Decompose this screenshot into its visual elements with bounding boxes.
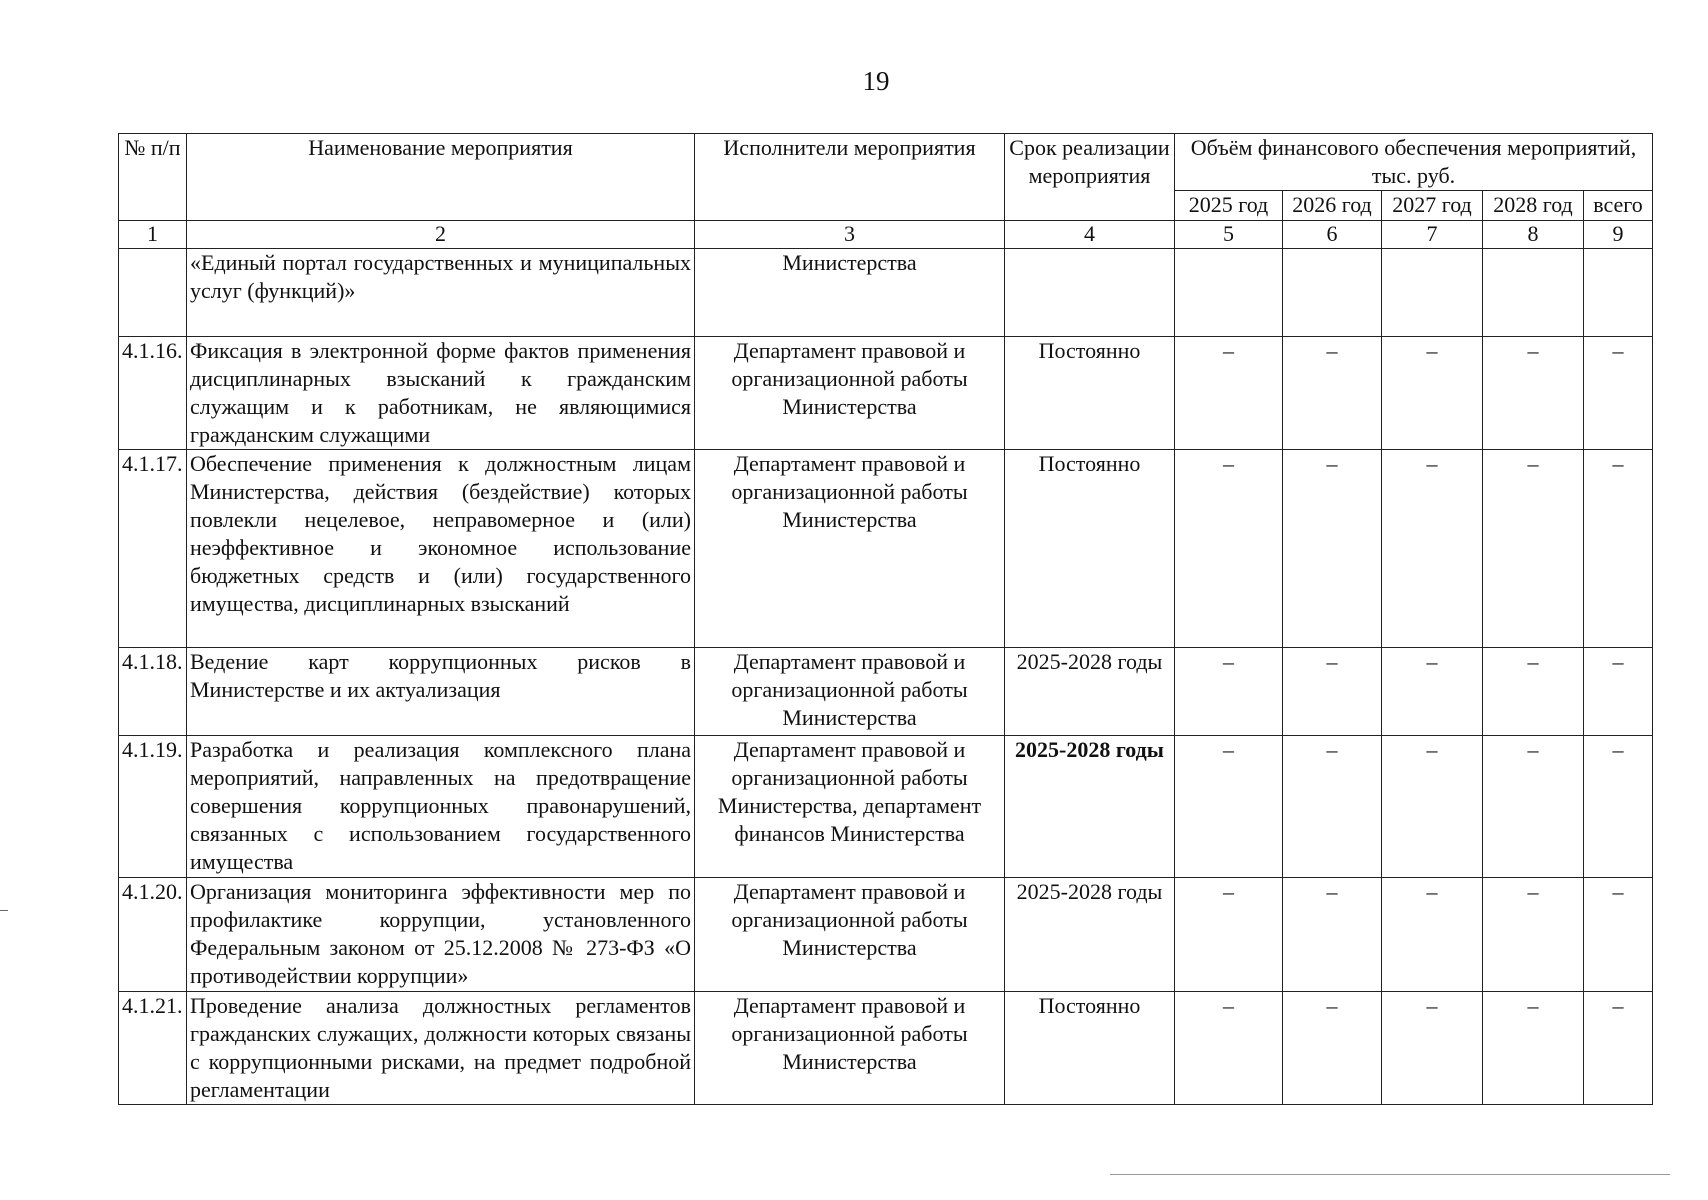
table-row [119, 878, 1653, 992]
header-year-2026: 2026 год [1283, 191, 1382, 221]
funding-2025: – [1175, 648, 1283, 736]
measure-executors: Департамент правовой и организационной работы Министерства [695, 648, 1005, 736]
measure-name: Проведение анализа должностных регламентов гражданских служащих, должности которых связаны с коррупционными рисками, на предмет подробной регламентации [187, 992, 695, 1105]
funding-2026: – [1283, 648, 1382, 736]
funding-2026 [1283, 249, 1382, 337]
header-year-2028: 2028 год [1483, 191, 1584, 221]
measures-table [118, 133, 1653, 1105]
funding-2028: – [1483, 337, 1584, 450]
funding-2027: – [1382, 992, 1483, 1105]
measure-term: Постоянно [1005, 337, 1175, 450]
funding-total: – [1584, 878, 1653, 992]
row-number [119, 249, 187, 337]
measure-name: Ведение карт коррупционных рисков в Министерстве и их актуализация [187, 648, 695, 736]
header-total: всего [1584, 191, 1653, 221]
measure-term: 2025-2028 годы [1005, 736, 1175, 878]
row-number: 4.1.18. [119, 648, 187, 736]
funding-2028: – [1483, 648, 1584, 736]
header-name: Наименование мероприятия [187, 134, 695, 221]
funding-2027: – [1382, 878, 1483, 992]
funding-total: – [1584, 337, 1653, 450]
funding-2027: – [1382, 450, 1483, 648]
funding-2026: – [1283, 337, 1382, 450]
funding-2025: – [1175, 878, 1283, 992]
scan-bottom-line [1110, 1174, 1670, 1175]
funding-2028: – [1483, 878, 1584, 992]
header-year-2025: 2025 год [1175, 191, 1283, 221]
funding-2025: – [1175, 450, 1283, 648]
header-year-2027: 2027 год [1382, 191, 1483, 221]
funding-total: – [1584, 992, 1653, 1105]
header-executors: Исполнители мероприятия [695, 134, 1005, 221]
table-row [119, 450, 1653, 648]
measure-term: 2025-2028 годы [1005, 648, 1175, 736]
row-number: 4.1.17. [119, 450, 187, 648]
table-row [119, 249, 1653, 337]
table-row [119, 736, 1653, 878]
measure-name: Обеспечение применения к должностным лицам Министерства, действия (бездействие) которых повлекли нецелевое, неправомерное и (или) неэффективное и экономное использование бюджетных средств и (или) государственного имущества, дисциплинарных взысканий [187, 450, 695, 648]
measure-executors: Департамент правовой и организационной работы Министерства [695, 450, 1005, 648]
funding-2027: – [1382, 736, 1483, 878]
table-header [119, 134, 1653, 249]
table-body [119, 249, 1653, 1105]
header-funding: Объём финансового обеспечения мероприятий, тыс. руб. [1175, 134, 1653, 191]
column-index: 1 [119, 221, 187, 249]
funding-2025: – [1175, 337, 1283, 450]
funding-2027: – [1382, 648, 1483, 736]
column-index: 8 [1483, 221, 1584, 249]
row-number: 4.1.21. [119, 992, 187, 1105]
table-row [119, 337, 1653, 450]
column-index: 7 [1382, 221, 1483, 249]
row-number: 4.1.16. [119, 337, 187, 450]
column-index: 9 [1584, 221, 1653, 249]
column-index: 5 [1175, 221, 1283, 249]
funding-2026: – [1283, 450, 1382, 648]
funding-2028: – [1483, 450, 1584, 648]
header-term: Срок реализации мероприятия [1005, 134, 1175, 221]
measure-term [1005, 249, 1175, 337]
measure-executors: Департамент правовой и организационной работы Министерства [695, 992, 1005, 1105]
funding-2026: – [1283, 878, 1382, 992]
measure-term: Постоянно [1005, 992, 1175, 1105]
row-number: 4.1.19. [119, 736, 187, 878]
funding-2028: – [1483, 736, 1584, 878]
column-index: 3 [695, 221, 1005, 249]
column-index: 6 [1283, 221, 1382, 249]
page-number: 19 [862, 66, 890, 96]
funding-2028: – [1483, 992, 1584, 1105]
funding-2025: – [1175, 736, 1283, 878]
row-number: 4.1.20. [119, 878, 187, 992]
measure-executors: Департамент правовой и организационной работы Министерства [695, 337, 1005, 450]
funding-total: – [1584, 648, 1653, 736]
table-row [119, 992, 1653, 1105]
funding-2027: – [1382, 337, 1483, 450]
funding-total: – [1584, 736, 1653, 878]
measure-executors: Департамент правовой и организационной работы Министерства, департамент финансов Министерства [695, 736, 1005, 878]
column-index-row [119, 221, 1653, 249]
scan-margin-mark [0, 910, 8, 911]
funding-2026: – [1283, 736, 1382, 878]
column-index: 4 [1005, 221, 1175, 249]
measure-executors: Министерства [695, 249, 1005, 337]
measure-term: Постоянно [1005, 450, 1175, 648]
funding-2027 [1382, 249, 1483, 337]
measure-executors: Департамент правовой и организационной работы Министерства [695, 878, 1005, 992]
header-num: № п/п [119, 134, 187, 221]
funding-total: – [1584, 450, 1653, 648]
funding-2025: – [1175, 992, 1283, 1105]
measure-name: Фиксация в электронной форме фактов применения дисциплинарных взысканий к гражданским служащим и к работникам, не являющимися гражданским служащими [187, 337, 695, 450]
funding-2025 [1175, 249, 1283, 337]
table-row [119, 648, 1653, 736]
funding-2026: – [1283, 992, 1382, 1105]
measure-name: Разработка и реализация комплексного плана мероприятий, направленных на предотвращение совершения коррупционных правонарушений, связанных с использованием государственного имущества [187, 736, 695, 878]
measure-name: «Единый портал государственных и муниципальных услуг (функций)» [187, 249, 695, 337]
funding-2028 [1483, 249, 1584, 337]
column-index: 2 [187, 221, 695, 249]
measure-term: 2025-2028 годы [1005, 878, 1175, 992]
measure-name: Организация мониторинга эффективности мер по профилактике коррупции, установленного Федеральным законом от 25.12.2008 № 273-ФЗ «О противодействии коррупции» [187, 878, 695, 992]
funding-total [1584, 249, 1653, 337]
